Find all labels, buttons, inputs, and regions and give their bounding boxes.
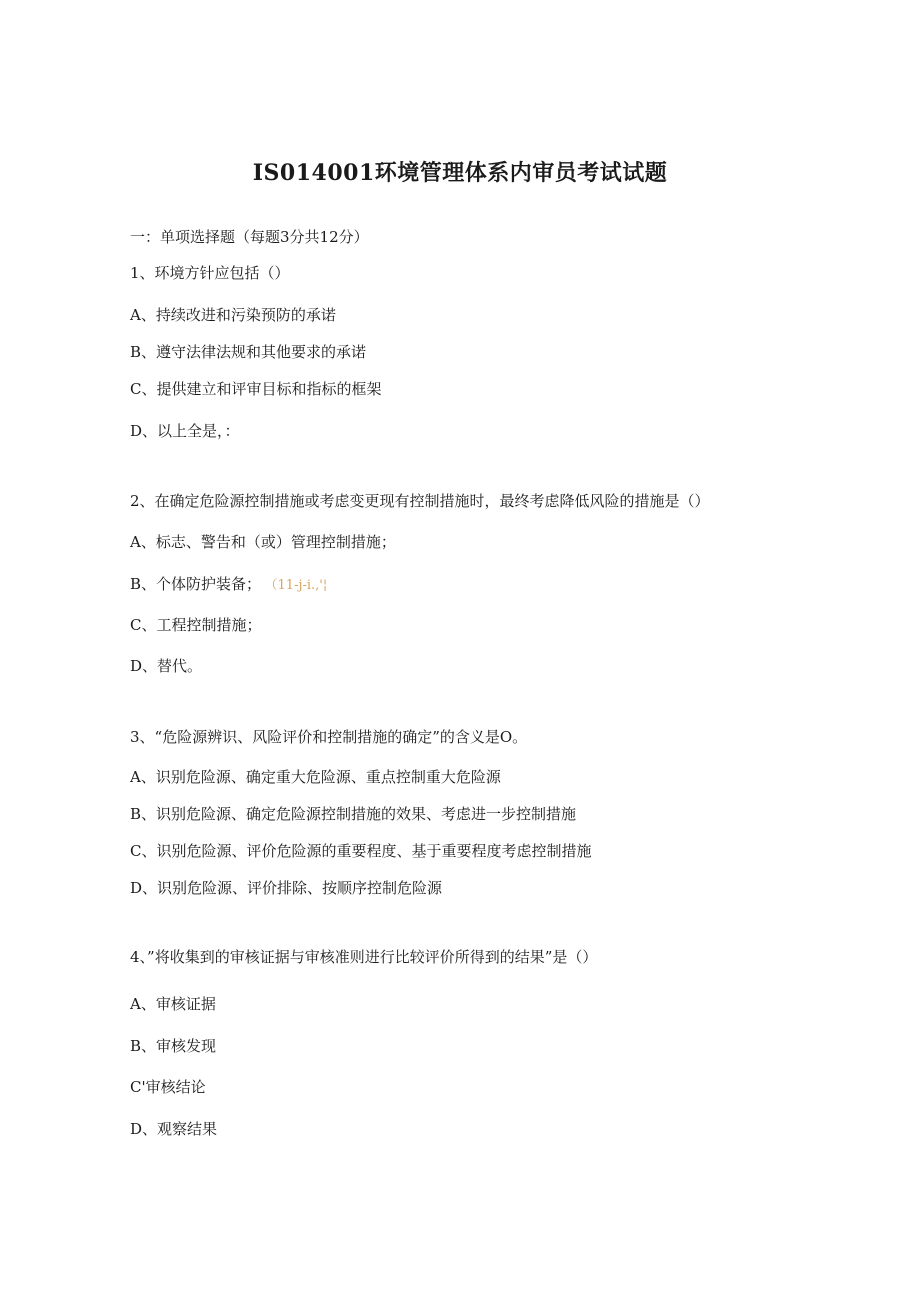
question-1-option-b: B、遵守法律法规和其他要求的承诺 (130, 343, 367, 361)
question-2-option-a: A、标志、警告和（或）管理控制措施； (130, 533, 396, 551)
question-3: 3、“危险源辨识、风险评价和控制措施的确定”的含义是O。 (130, 728, 528, 746)
question-2-option-c: C、工程控制措施； (130, 616, 262, 634)
question-4-option-b: B、审核发现 (130, 1037, 217, 1055)
question-3-option-b: B、识别危险源、确定危险源控制措施的效果、考虑进一步控制措施 (130, 805, 577, 823)
document-title: IS014001环境管理体系内审员考试试题 (252, 160, 668, 186)
question-1-option-d: D、以上全是，： (130, 422, 240, 440)
question-4: 4、”将收集到的审核证据与审核准则进行比较评价所得到的结果”是（） (130, 948, 598, 966)
question-3-option-d: D、识别危险源、评价排除、按顺序控制危险源 (130, 879, 443, 897)
question-1-option-c: C、提供建立和评审目标和指标的框架 (130, 380, 382, 398)
question-2-option-b (130, 574, 327, 596)
handwritten-annotation: （11-j-i.,'¦ (271, 578, 328, 593)
question-4-option-a: A、审核证据 (130, 995, 216, 1013)
question-3-option-c: C、识别危险源、评价危险源的重要程度、基于重要程度考虑控制措施 (130, 842, 592, 860)
question-2-option-b-text: B、个体防护装备； (130, 575, 262, 593)
question-2-option-d: D、替代。 (130, 657, 203, 675)
section-heading: 一：单项选择题（每题3分共12分） (130, 228, 369, 246)
question-1: 1、环境方针应包括（） (130, 264, 290, 282)
question-4-option-c: C'审核结论 (130, 1078, 206, 1096)
question-4-option-d: D、观察结果 (130, 1120, 218, 1138)
question-2: 2、在确定危险源控制措施或考虑变更现有控制措施时，最终考虑降低风险的措施是（） (130, 492, 710, 510)
question-3-option-a: A、识别危险源、确定重大危险源、重点控制重大危险源 (130, 768, 501, 786)
question-1-option-a: A、持续改进和污染预防的承诺 (130, 306, 336, 324)
